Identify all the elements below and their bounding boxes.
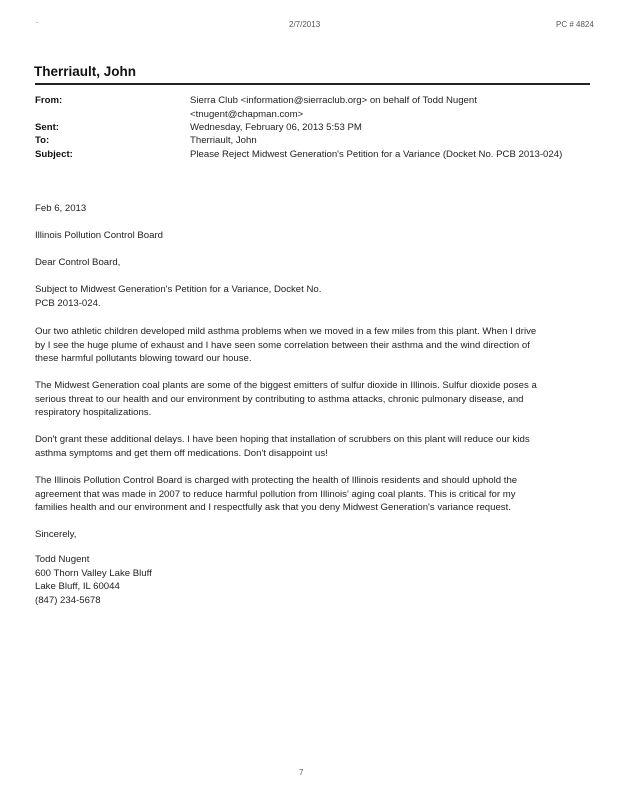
signature-address: 600 Thorn Valley Lake Bluff [35, 567, 152, 579]
paragraph-line: asthma symptoms and get them off medications. Don't disappoint us! [35, 447, 328, 459]
paragraph-line: Our two athletic children developed mild asthma problems when we moved in a few miles from this plant. When I drive [35, 326, 537, 337]
letter-subject [35, 283, 321, 310]
from-value-line-2: <tnugent@chapman.com> [190, 109, 304, 120]
letter-subject-line: PCB 2013-024. [35, 297, 101, 309]
signature-city: Lake Bluff, IL 60044 [35, 581, 120, 593]
paragraph [35, 474, 517, 515]
signature-name: Todd Nugent [35, 554, 90, 565]
print-date: 2/7/2013 [289, 20, 321, 29]
subject-value: Please Reject Midwest Generation's Petition for a Variance (Docket No. PCB 2013-024) [190, 149, 563, 160]
to-label: To: [35, 135, 50, 146]
page-number: 7 [299, 768, 304, 777]
letter-date: Feb 6, 2013 [35, 203, 87, 214]
closing: Sincerely, [35, 529, 77, 540]
paragraph-line: respiratory hospitalizations. [35, 407, 152, 419]
paragraph-line: families health and our environment and I respectfully ask that you deny Midwest Generation's variance request. [35, 502, 511, 514]
sent-label: Sent: [35, 122, 59, 133]
paragraph-line: by I see the huge plume of exhaust and I have seen some correlation between their asthma and the wind direction of [35, 339, 530, 351]
subject-label: Subject: [35, 149, 73, 160]
letter-salutation: Dear Control Board, [35, 257, 121, 268]
paragraph-line: these harmful pollutants blowing toward our house. [35, 353, 252, 365]
paragraph-line: The Illinois Pollution Control Board is charged with protecting the health of Illinois residents and should uphold the [35, 475, 518, 486]
header-rule [35, 83, 590, 85]
letter-recipient: Illinois Pollution Control Board [35, 230, 163, 241]
paragraph [35, 433, 530, 460]
mailbox-owner: Therriault, John [34, 64, 137, 79]
from-value-line-1: Sierra Club <information@sierraclub.org> on behalf of Todd Nugent [190, 95, 477, 106]
signature-phone: (847) 234-5678 [35, 594, 101, 606]
paragraph-line: The Midwest Generation coal plants are some of the biggest emitters of sulfur dioxide in Illinois. Sulfur dioxide poses a [35, 380, 537, 391]
paragraph-line: agreement that was made in 2007 to reduce harmful pollution from Illinois' aging coal plants. This is critical for my [35, 488, 516, 500]
from-label: From: [35, 95, 63, 106]
paragraph [35, 379, 537, 420]
paragraph-line: Don't grant these additional delays. I have been hoping that installation of scrubbers on this plant will reduce our kids [35, 434, 530, 445]
paragraph-line: serious threat to our health and our environment by contributing to asthma attacks, chronic pulmonary disease, and [35, 393, 524, 405]
sent-value: Wednesday, February 06, 2013 5:53 PM [190, 122, 362, 133]
pc-number: PC # 4824 [556, 20, 594, 29]
paragraph [35, 325, 536, 366]
signature-block [35, 553, 152, 607]
header-dot: . [36, 16, 39, 25]
to-value: Therriault, John [190, 135, 257, 146]
letter-subject-line: Subject to Midwest Generation's Petition for a Variance, Docket No. [35, 284, 322, 295]
